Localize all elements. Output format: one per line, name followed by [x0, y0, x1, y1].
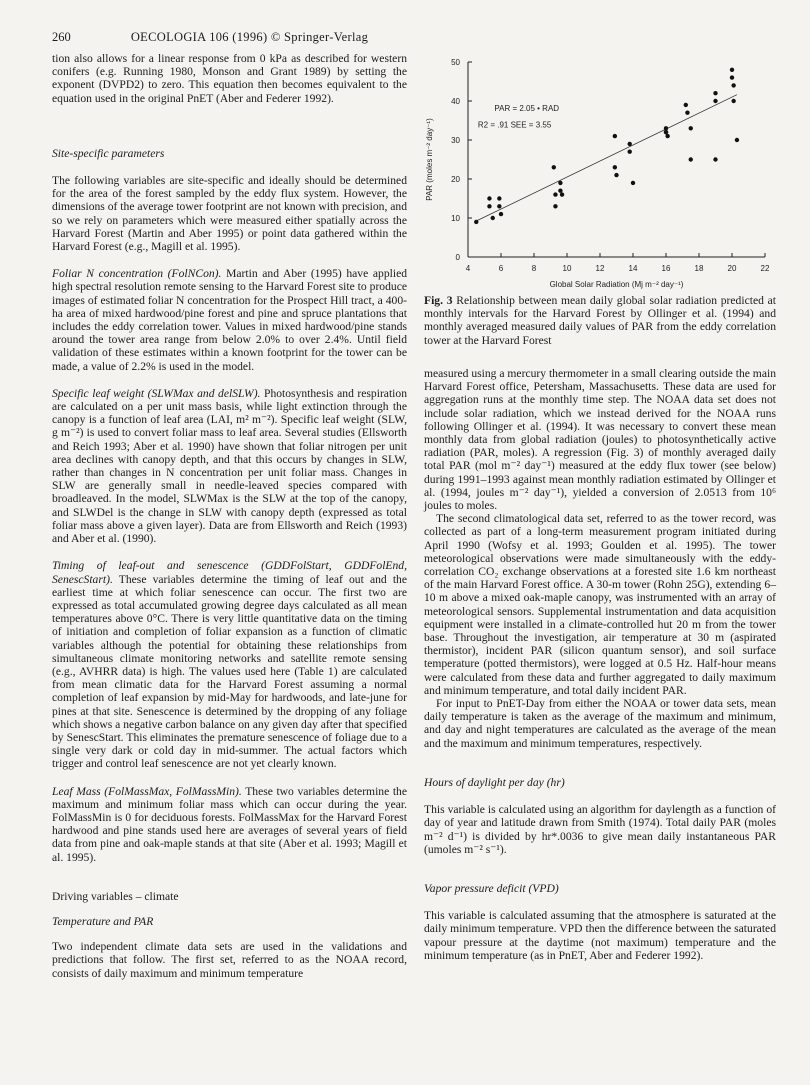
paragraph: This variable is calculated using an algorithm for daylength as a function of day of year and latitude drawn from Smith (1974). Total daily PAR (moles m⁻² d⁻¹) is divided by hr*.0036 to give mean daily instantaneous PAR (umoles m⁻² s⁻¹). [424, 803, 776, 856]
data-point [497, 196, 501, 200]
data-point [713, 157, 717, 161]
data-point [614, 173, 618, 177]
figure-caption [424, 294, 776, 347]
data-point [628, 150, 632, 154]
data-point [558, 189, 562, 193]
y-axis-label: PAR (moles m⁻² day⁻¹) [425, 118, 434, 201]
data-point [731, 83, 735, 87]
journal-title: OECOLOGIA 106 (1996) © Springer-Verlag [130, 30, 369, 44]
data-point [664, 126, 668, 130]
data-point [558, 181, 562, 185]
y-tick-label: 0 [455, 253, 460, 262]
x-axis-label: Global Solar Radiation (Mj m⁻² day⁻¹) [549, 280, 684, 289]
data-point [491, 216, 495, 220]
subheading-foliar-n: Foliar N concentration (FolNCon). [52, 267, 222, 281]
data-point [689, 157, 693, 161]
paragraph: Specific leaf weight (SLWMax and delSLW). Photosynthesis and respiration are calculated on a per unit mass basis, while light extinction through the canopy is a function of leaf area (LAI, m² m⁻²). Specific leaf weight (SLW, g m⁻²) is used to convert foliar mass to leaf area. Several studies (Ellsworth and Reich 1993; Aber et al. 1990) have shown that foliar nitrogen per unit area declines with canopy depth, and that this occurs by changes in SLW, rather than changes in N concentration per unit foliar mass. Changes in SLW are generally small in needle-leaved species compared with broadleaved. In the model, SLWMax is the SLW at the top of the canopy, and SLWDel is the change in SLW with canopy depth (expressed as total foliar mass above a given layer). Data are from Ellsworth and Reich (1993) and Aber et al. (1990). [52, 386, 407, 546]
y-tick-label: 30 [451, 136, 460, 145]
section-heading-vpd: Vapor pressure deficit (VPD) [424, 881, 559, 895]
data-point [665, 134, 669, 138]
right-column [424, 367, 776, 962]
y-tick-label: 10 [451, 214, 460, 223]
paragraph: The second climatological data set, referred to as the tower record, was collected as part of a long-term measurement program initiated during April 1990 (Wofsy et al. 1993; Goulden et al. 1995). The tower meteorological observations were made simultaneously with the eddy-correlation CO₂ exchange observations at a forested site 1.6 km northeast of the main Harvard Forest office. A 30-m tower (Rohn 25G), extending 6–10 m above a mixed oak-maple canopy, was instrumented with an array of meteorological sensors. Supplemental instrumentation and data acquisition equipment were installed in a climate-controlled hut 20 m from the tower base. Throughout the investigation, air temperature at 30 m (aspirated thermistor), incident PAR (silicon quantum sensor), and soil surface temperature (potted thermistors), were logged at 0.5 Hz. Half-hour means were calculated from these data and further aggregated to daily maximum and minimum temperature, and total daily incident PAR. [424, 512, 776, 697]
data-point [613, 165, 617, 169]
page-number: 260 [52, 30, 71, 44]
data-point [487, 204, 491, 208]
paragraph: This variable is calculated assuming that the atmosphere is saturated at the daily minimum temperature. VPD then the difference between the saturated vapour pressure at the daytime (not maximum) temperature and the minimum temperature (as in PnET, Aber and Federer 1992). [424, 909, 776, 962]
x-tick-label: 6 [498, 264, 504, 273]
figure-label: Fig. 3 [424, 294, 453, 307]
x-tick-label: 22 [760, 264, 770, 273]
data-point [553, 204, 557, 208]
data-point [631, 181, 635, 185]
data-point [613, 134, 617, 138]
data-point [685, 111, 689, 115]
scatter-plot [420, 52, 790, 292]
x-tick-label: 12 [595, 264, 605, 273]
paragraph: tion also allows for a linear response from 0 kPa as described for western conifers (e.g. Running 1980, Monson and Grant 1989) by setting the exponent (DVPD2) to zero. This equation then becomes equivalent to the equation used in the original PnET (Aber and Federer 1992). [52, 52, 407, 105]
x-tick-label: 8 [531, 264, 537, 273]
data-point [713, 91, 717, 95]
section-heading-temperature: Temperature and PAR [52, 914, 154, 928]
data-point [553, 192, 557, 196]
subheading-leaf-mass: Leaf Mass (FolMassMax, FolMassMin). [52, 784, 242, 798]
left-column [52, 52, 407, 980]
data-point [497, 204, 501, 208]
x-tick-label: 10 [562, 264, 572, 273]
x-tick-label: 20 [727, 264, 737, 273]
x-tick-label: 14 [628, 264, 638, 273]
section-heading-daylight: Hours of daylight per day (hr) [424, 775, 565, 789]
paragraph: For input to PnET-Day from either the NOAA or tower data sets, mean daily temperature is taken as the average of the maximum and minimum, and day and night temperatures are calculated as the average of the mean and the maximum and minimum temperatures, respectively. [424, 697, 776, 750]
data-point [664, 130, 668, 134]
data-point [474, 220, 478, 224]
page-header [52, 30, 407, 45]
paragraph: Foliar N concentration (FolNCon). Martin and Aber (1995) have applied high spectral resolution remote sensing to the Harvard Forest site to produce images of estimated foliar N concentration for the Prospect Hill tract, a 400-ha area of mixed hardwood/pine forest and pine and spruce plantations that includes the eddy correlation tower. Values in mixed hardwood/pine stands around the tower area range from below 2.0% to over 2.4%. Until field validation of these estimates within a known footprint for the tower can be made, a value of 2.2% is used in the model. [52, 267, 408, 373]
y-tick-label: 20 [451, 175, 460, 184]
data-point [552, 165, 556, 169]
data-point [560, 192, 564, 196]
paragraph: Leaf Mass (FolMassMax, FolMassMin). These two variables determine the maximum and minimum foliar mass which can occur during the year. FolMassMin is 0 for deciduous forests. FolMassMax for the Harvard Forest hardwood and pine stands used here are averages of several years of field data from pine and oak-maple stands at that site (Aber et al. 1993; Magill et al. 1995). [52, 784, 407, 864]
data-point [730, 75, 734, 79]
paragraph: Two independent climate data sets are used in the validations and predictions that follow. The first set, referred to as the NOAA record, consists of daily maximum and minimum temperature [52, 940, 407, 980]
section-heading-site: Site-specific parameters [52, 146, 165, 160]
section-heading-driving: Driving variables – climate [52, 889, 179, 903]
subheading-timing: Timing of leaf-out and senescence (GDDFolStart, GDDFolEnd, SenescStart). [52, 559, 407, 586]
regression-line [476, 95, 737, 221]
y-tick-label: 40 [451, 97, 460, 106]
data-point [689, 126, 693, 130]
data-point [713, 99, 717, 103]
data-point [735, 138, 739, 142]
data-point [499, 212, 503, 216]
data-point [730, 68, 734, 72]
data-point [487, 196, 491, 200]
figure-3-chart [420, 52, 790, 292]
subheading-slw: Specific leaf weight (SLWMax and delSLW). [52, 386, 261, 400]
regression-equation: PAR = 2.05 • RAD [494, 103, 560, 113]
caption-text: Relationship between mean daily global solar radiation predicted at monthly intervals for the Harvard Forest by Ollinger et al. (1994) and monthly averaged measured daily values of PAR from the eddy correlation tower at the Harvard Forest [424, 294, 776, 347]
data-point [684, 103, 688, 107]
paragraph: Timing of leaf-out and senescence (GDDFolStart, GDDFolEnd, SenescStart). These variables determine the timing of leaf out and the earliest time at which foliar senescence can occur. The first two are expressed as total accumulated growing degree days calculated as all mean temperatures above 0°C. There is very little quantitative data on the timing of initiation and completion of foliar expansion as a function of climatic variables although the potential for obtaining these relationships from simultaneous climate monitoring networks and satellite remote sensing (e.g., AVHRR data) is high. The values used here (Table 1) are calculated from mean climatic data for the Harvard Forest assuming a normal completion of leaf expansion by mid-May for hardwoods, and late-june for pines at that site. Senescence is determined by the dropping of any foliage which shows a negative carbon balance on any given day after that specified by SenescStart. This eliminates the premature senescence of foliage due to a single very dark or cold day in mid-summer. The actual factors which trigger and control leaf senescence are not yet clearly known. [52, 559, 407, 771]
x-tick-label: 16 [661, 264, 671, 273]
data-point [628, 142, 632, 146]
x-tick-label: 4 [465, 264, 471, 273]
paragraph: measured using a mercury thermometer in a small clearing outside the main Harvard Forest office, Petersham, Massachusetts. These data are used for aggregation runs at the monthly time step. The NOAA data set does not include solar radiation, which we instead derived for the NOAA runs following Ollinger et al. (1994). It was necessary to convert these mean monthly data from global radiation (joules) to photosynthetically active radiation (PAR, moles). A regression (Fig. 3) of monthly averaged daily total PAR (mol m⁻² day⁻¹) measured at the eddy flux tower (see below) during 1991–1993 against mean monthly radiation estimated by Ollinger et al. (1994, joules m⁻² day⁻¹), yielded a conversion of 2.0513 from 10⁶ joules to moles. [424, 367, 776, 513]
x-tick-label: 18 [694, 264, 704, 273]
regression-stats: R2 = .91 SEE = 3.55 [477, 120, 552, 130]
paragraph: The following variables are site-specific and ideally should be determined for the area of the forest sampled by the eddy flux system. However, the dimensions of the average tower footprint are not known with precision, and so we rely on parameters which were measured either spatially across the Harvard Forest (Martin and Aber 1995) or point data gathered within the Harvard Forest (e.g., Magill et al. 1995). [52, 174, 407, 254]
y-tick-label: 50 [451, 58, 460, 67]
data-point [731, 99, 735, 103]
